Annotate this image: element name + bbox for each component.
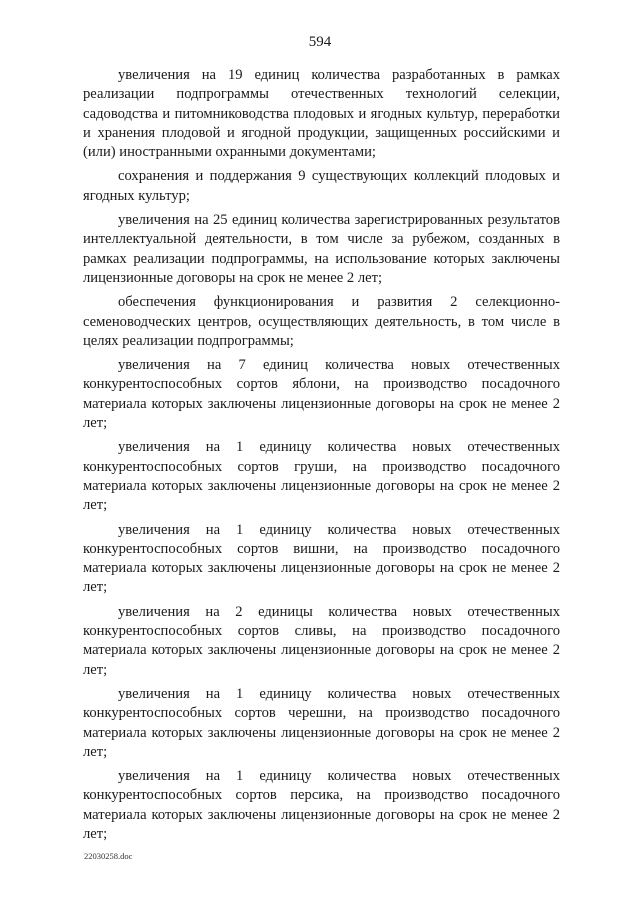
- page-number: 594: [308, 34, 332, 50]
- paragraph: увеличения на 19 единиц количества разработанных в рамках реализации подпрограммы отечественных технологий селекции, садоводства и питомниководства плодовых и ягодных культур, переработки и хранения плодовой и ягодной продукции, защищенных российскими и (или) иностранными охранными документами;: [83, 67, 560, 161]
- paragraph: увеличения на 25 единиц количества зарегистрированных результатов интеллектуальной деятельности, в том числе за рубежом, созданных в рамках реализации подпрограммы, на использование которых заключены лицензионные договоры на срок не менее 2 лет;: [83, 212, 560, 286]
- paragraph: увеличения на 1 единицу количества новых отечественных конкурентоспособных сортов персика, на производство посадочного материала которых заключены лицензионные договоры на срок не менее 2 лет;: [83, 768, 560, 842]
- paragraph: увеличения на 1 единицу количества новых отечественных конкурентоспособных сортов черешни, на производство посадочного материала которых заключены лицензионные договоры на срок не менее 2 лет;: [83, 685, 560, 760]
- paragraph: сохранения и поддержания 9 существующих коллекций плодовых и ягодных культур;: [83, 168, 560, 204]
- paragraph: обеспечения функционирования и развития 2 селекционно-семеноводческих центров, осуществляющих деятельность, в том числе в целях реализации подпрограммы;: [83, 294, 560, 349]
- document-body: [83, 66, 560, 849]
- paragraph: увеличения на 2 единицы количества новых отечественных конкурентоспособных сортов сливы, на производство посадочного материала которых заключены лицензионные договоры на срок не менее 2 лет;: [83, 603, 560, 678]
- paragraph: увеличения на 1 единицу количества новых отечественных конкурентоспособных сортов груши, на производство посадочного материала которых заключены лицензионные договоры на срок не менее 2 лет;: [83, 439, 560, 514]
- paragraph: увеличения на 1 единицу количества новых отечественных конкурентоспособных сортов вишни, на производство посадочного материала которых заключены лицензионные договоры на срок не менее 2 лет;: [83, 521, 560, 596]
- paragraph: увеличения на 7 единиц количества новых отечественных конкурентоспособных сортов яблони, на производство посадочного материала которых заключены лицензионные договоры на срок не менее 2 лет;: [83, 357, 560, 432]
- file-name-footer: 22030258.doc: [84, 851, 133, 861]
